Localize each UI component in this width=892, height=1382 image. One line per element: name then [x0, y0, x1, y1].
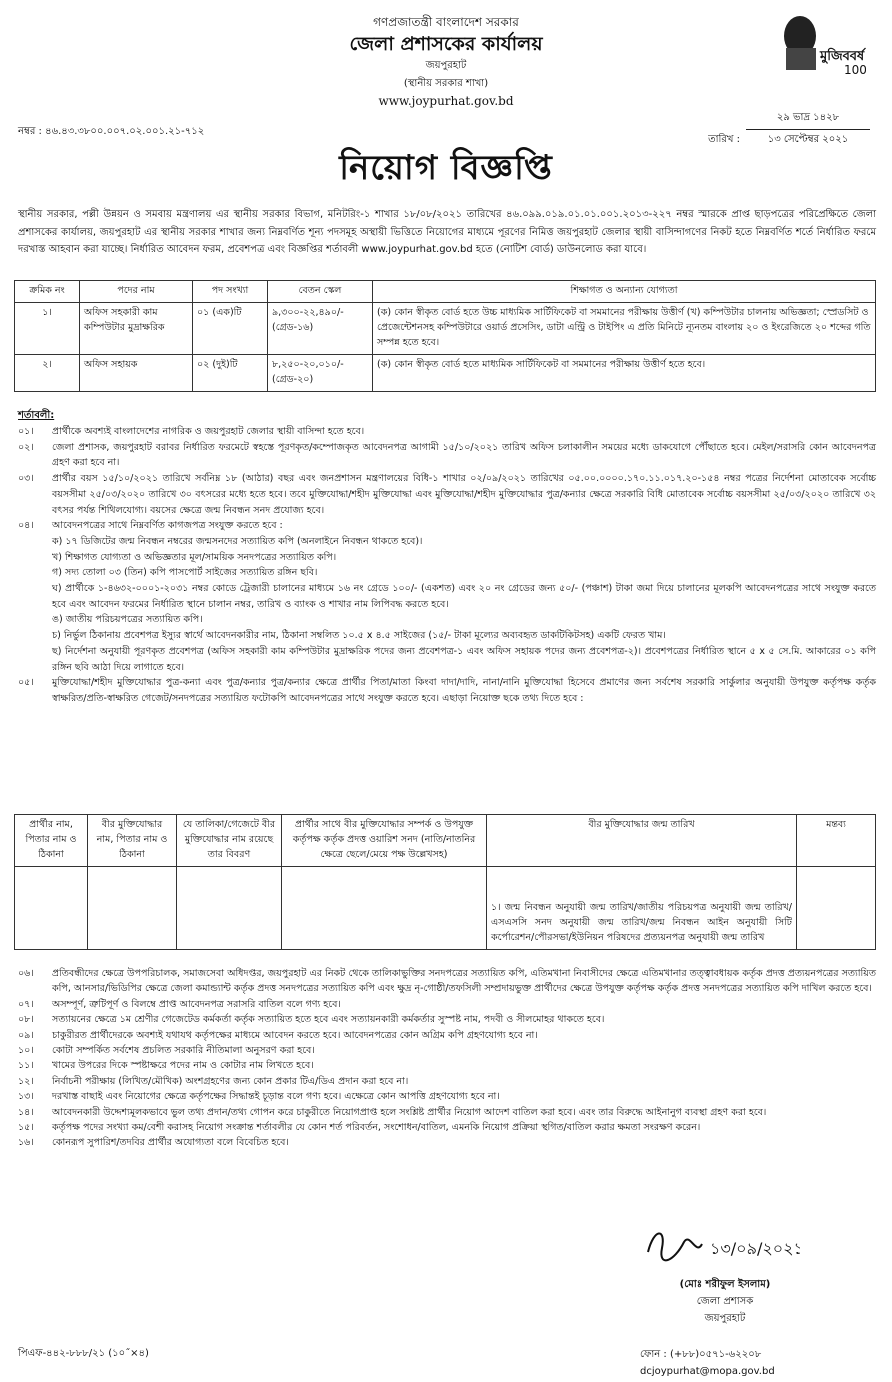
contact-email[interactable]: dcjoypurhat@mopa.gov.bd: [640, 1366, 775, 1377]
post-qualification: (ক) কোন স্বীকৃত বোর্ড হতে মাধ্যমিক সার্টিফিকেট বা সমমানের পরীক্ষায় উত্তীর্ণ হতে হবে।: [373, 355, 876, 392]
ff-dob-note: ১। জন্ম নিবন্ধন অনুযায়ী জন্ম তারিখ/জাতীয় পরিচয়পত্র অনুযায়ী জন্ম তারিখ/এসএসসি সনদ অনুযায়ী জন্ম তারিখ/জন্ম নিবন্ধন আইন অনুযায়ী সিটি কর্পোরেশন/পৌরসভা/ইউনিয়ন পরিষদের প্রত্যয়নপত্র অনুযায়ী জন্ম তারিখ: [487, 867, 797, 950]
list-item: [18, 1028, 876, 1043]
condition-text: অসম্পূর্ণ, ত্রুটিপূর্ণ ও বিলম্বে প্রাপ্ত আবেদনপত্র সরাসরি বাতিল বলে গণ্য হবে।: [52, 998, 341, 1010]
date-label: তারিখ :: [708, 134, 740, 145]
conditions-list-2: [18, 966, 876, 1151]
list-item: [18, 471, 876, 518]
post-count: ০১ (এক)টি: [193, 303, 268, 355]
table-row: [15, 303, 876, 355]
table-row: [15, 867, 876, 950]
memo-number: নম্বর : ৪৬.৪৩.৩৮০০.০০৭.০২.০০১.২১-৭১২: [18, 126, 205, 137]
footer-code: পিএফ-৪৪২-৮৮৮/২১ (১০˝×৪): [18, 1348, 149, 1359]
signatory-name: (মোঃ শরীফুল ইসলাম): [679, 1279, 771, 1290]
condition-text: কোটা সম্পর্কিত সর্বশেষ প্রচলিত সরকারি নীতিমালা অনুসরণ করা হবে।: [52, 1045, 315, 1057]
date-bangla: ২৯ ভাদ্র ১৪২৮: [746, 110, 870, 130]
district-name: জয়পুরহাট: [425, 60, 467, 71]
list-item: [18, 675, 876, 706]
signatory-designation: জেলা প্রশাসক: [696, 1296, 754, 1307]
list-item: [18, 518, 876, 534]
list-item: [18, 1135, 876, 1150]
sub-item: চ) নির্ভুল ঠিকানায় প্রবেশপত্র ইস্যুর স্বার্থে আবেদনকারীর নাম, ঠিকানা সম্বলিত ১০.৫ x ৪.৫ সাইজের (১৫/- টাকা মূল্যের অব্যবহৃত ডাকটিকিটসহ) একটি ফেরত খাম।: [52, 630, 666, 642]
condition-text: কর্তৃপক্ষ পদের সংখ্যা কম/বেশী করাসহ নিয়োগ সংক্রান্ত শর্তাবলীর যে কোন শর্ত পরিবর্তন, সংশোধন/বাতিল, এমনকি নিয়োগ প্রক্রিয়া স্থগিত/বাতিল করার ক্ষমতা সংরক্ষণ করেন।: [52, 1122, 701, 1134]
condition-number: ০৭।: [18, 998, 34, 1010]
website[interactable]: www.joypurhat.gov.bd: [378, 94, 514, 108]
freedom-fighter-table: [14, 814, 876, 950]
post-scale: ৯,৩০০-২২,৪৯০/- (গ্রেড-১৬): [268, 303, 373, 355]
post-qualification: (ক) কোন স্বীকৃত বোর্ড হতে উচ্চ মাধ্যমিক সার্টিফিকেট বা সমমানের পরীক্ষায় উত্তীর্ণ (খ) কম্পিউটার চালনায় অভিজ্ঞতা; স্প্রেডসিট ও প্রেজেন্টেশনসহ কম্পিউটারে ওয়ার্ড প্রসেসিং, ডাটা এন্ট্রি ও টাইপিং এ প্রতি মিনিটে ন্যূনতম বাংলায় ২০ ও ইংরেজিতে ২০ শব্দের গতি সম্পন্ন হতে হবে।: [373, 303, 876, 355]
govt-name: গণপ্রজাতন্ত্রী বাংলাদেশ সরকার: [373, 15, 519, 29]
ff-header-ff-name: বীর মুক্তিযোদ্ধার নাম, পিতার নাম ও ঠিকানা: [88, 815, 177, 867]
logo-text: মুজিববর্ষ: [820, 49, 865, 64]
signatory-district: জয়পুরহাট: [704, 1313, 746, 1324]
signature-date: ১৩/০৯/২০২১: [710, 1239, 800, 1258]
posts-header-qualification: শিক্ষাগত ও অন্যান্য যোগ্যতা: [373, 281, 876, 303]
condition-text: আবেদনপত্রের সাথে নিম্নবর্ণিত কাগজপত্র সংযুক্ত করতে হবে :: [52, 520, 283, 532]
list-item: [18, 1074, 876, 1089]
ff-header-dob: বীর মুক্তিযোদ্ধার জন্ম তারিখ: [487, 815, 797, 867]
condition-number: ০৯।: [18, 1029, 34, 1041]
condition-number: ০১।: [18, 426, 34, 437]
sub-item: গ) সদ্য তোলা ০৩ (তিন) কপি পাসপোর্ট সাইজের সত্যায়িত রঙ্গিন ছবি।: [52, 567, 318, 579]
list-item: [18, 997, 876, 1012]
contact-phone: ফোন : (+৮৮)০৫৭১-৬২২০৮: [640, 1349, 762, 1360]
sub-item: খ) শিক্ষাগত যোগ্যতা ও অভিজ্ঞতার মূল/সাময়িক সনদপত্রের সত্যায়িত কপি।: [52, 551, 337, 563]
list-item: [18, 1105, 876, 1120]
list-item: [18, 1012, 876, 1027]
page-title: নিয়োগ বিজ্ঞপ্তি: [339, 148, 553, 188]
post-name: অফিস সহকারী কাম কম্পিউটার মুদ্রাক্ষরিক: [80, 303, 193, 355]
signatory-block: [640, 1276, 810, 1327]
condition-number: ০৮।: [18, 1014, 34, 1026]
condition-number: ১২।: [18, 1075, 34, 1087]
ff-header-candidate: প্রার্থীর নাম, পিতার নাম ও ঠিকানা: [15, 815, 88, 867]
list-item: [18, 440, 876, 471]
condition-text: জেলা প্রশাসক, জয়পুরহাট বরাবর নির্ধারিত ফরমেটে স্বহস্তে পূরণকৃত/কম্পোজকৃত আবেদনপত্র আগামী ১৫/১০/২০২১ তারিখ অফিস চলাকালীন সময়ের মধ্যে ডাকযোগে পৌঁছাতে হবে। মেইল/সরাসরি কোন আবেদনপত্র গ্রহণ করা হবে না।: [52, 441, 876, 469]
condition-number: ০২।: [18, 441, 34, 453]
branch-name: (স্থানীয় সরকার শাখা): [403, 78, 489, 89]
posts-header-count: পদ সংখ্যা: [193, 281, 268, 303]
list-item: [18, 1043, 876, 1058]
condition-number: ০৪।: [18, 520, 34, 532]
condition-number: ০৩।: [18, 473, 34, 485]
list-item: [18, 1120, 876, 1135]
list-item: [18, 966, 876, 997]
condition-number: ১০।: [18, 1045, 34, 1057]
posts-table: [14, 280, 876, 392]
posts-header-name: পদের নাম: [80, 281, 193, 303]
condition-text: দরখাস্ত বাছাই এবং নিয়োগের ক্ষেত্রে কর্তৃপক্ষের সিদ্ধান্তই চূড়ান্ত বলে গণ্য হবে। এক্ষেত্রে কোন আপত্তি গ্রহণযোগ্য হবে না।: [52, 1091, 500, 1103]
date-english: ১৩ সেপ্টেম্বর ২০২১: [767, 134, 849, 145]
condition-text: প্রার্থীকে অবশ্যই বাংলাদেশের নাগরিক ও জয়পুরহাট জেলার স্থায়ী বাসিন্দা হতে হবে।: [52, 426, 365, 437]
condition-text: নির্বাচনী পরীক্ষায় (লিখিত/মৌখিক) অংশগ্রহণের জন্য কোন প্রকার টিএ/ডিএ প্রদান করা হবে না।: [52, 1075, 409, 1087]
intro-paragraph: স্থানীয় সরকার, পল্লী উন্নয়ন ও সমবায় মন্ত্রণালয় এর স্থানীয় সরকার বিভাগ, মনিটরিং-১ শাখার ১৮/০৮/২০২১ তারিখের ৪৬.০৯৯.০১৯.০১.০১.০০১.২০১৩-২২৭ নম্বর স্মারকে প্রাপ্ত ছাড়পত্রের পরিপ্রেক্ষিতে জেলা প্রশাসকের কার্যালয়, জয়পুরহাট এর স্থানীয় সরকার শাখার জন্য নিম্নবর্ণিত শূন্য পদসমূহ অস্থায়ী ভিত্তিতে নিয়োগের মাধ্যমে পূরণের নিমিত্ত জয়পুরহাট জেলার স্থায়ী বাসিন্দাগণের নিকট হতে নিম্নবর্ণিত শর্তে নির্ধারিত ফরমে দরখাস্ত আহবান করা যাচ্ছে। নির্ধারিত আবেদন ফরম, প্রবেশপত্র এবং বিজ্ঞপ্তির শর্তাবলী www.joypurhat.gov.bd হতে (নোটিশ বোর্ড) ডাউনলোড করা যাবে।: [18, 209, 876, 255]
condition-number: ০৫।: [18, 677, 34, 689]
condition-number: ১৬।: [18, 1137, 34, 1149]
contact-block: [640, 1346, 876, 1380]
post-count: ০২ (দুই)টি: [193, 355, 268, 392]
office-name: জেলা প্রশাসকের কার্যালয়: [349, 33, 543, 55]
post-name: অফিস সহায়ক: [80, 355, 193, 392]
list-item: [18, 1089, 876, 1104]
condition-text: প্রার্থীর বয়স ১৫/১০/২০২১ তারিখে সর্বনিম্ন ১৮ (আঠার) বছর এবং জনপ্রশাসন মন্ত্রণালয়ের বিধি-১ শাখার ০২/০৯/২০২১ তারিখের ০৫.০০.০০০০.১৭০.১১.০১৭.২০-১৫৪ নম্বর পত্রের নির্দেশনা মোতাবেক সর্বোচ্চ বয়সসীমা ২৫/০৩/২০২০ তারিখে ৩০ বৎসরের মধ্যে হতে হবে। তবে মুক্তিযোদ্ধা/শহীদ মুক্তিযোদ্ধা এবং মুক্তিযোদ্ধা/শহীদ মুক্তিযোদ্ধার পুত্র/কন্যার ক্ষেত্রে সরকারি বিধি মোতাবেক সর্বোচ্চ বয়সসীমা ২৫/০৩/২০২০ তারিখে ৩২ বৎসর পর্যন্ত শিথিলযোগ্য। বয়সের ক্ষেত্রে জন্ম নিবন্ধন সনদ প্রযোজ্য হবে।: [52, 473, 876, 516]
sub-item: ছ) নির্দেশনা অনুযায়ী পূরণকৃত প্রবেশপত্র (অফিস সহকারী কাম কম্পিউটার মুদ্রাক্ষরিক পদের জন্য প্রবেশপত্র-১ এবং অফিস সহায়ক পদের জন্য প্রবেশপত্র-২)। প্রবেশপত্রের নির্ধারিত স্থানে ৫ x ৫ সে.মি. আকারের ০১ কপি রঙ্গিন ছবি আঠা দিয়ে লাগাতে হবে।: [52, 645, 876, 673]
condition-text: প্রতিবন্ধীদের ক্ষেত্রে উপপরিচালক, সমাজসেবা অধিদপ্তর, জয়পুরহাট এর নিকট থেকে তালিকাভুক্তির সনদপত্রের সত্যায়িত কপি, এতিমখানা নিবাসীদের ক্ষেত্রে এতিমখানার তত্ত্বাবধায়ক কর্তৃক প্রদত্ত প্রত্যয়নপত্রের সত্যায়িত কপি, আনসার/ভিডিপির ক্ষেত্রে জেলা কমান্ড্যান্ট কর্তৃক প্রদত্ত সনদপত্রের সত্যায়িত কপি এবং ক্ষুদ্র নৃ-গোষ্ঠী/তফসিলী সম্প্রদায়ভুক্ত প্রার্থীদের ক্ষেত্রে উপযুক্ত কর্তৃপক্ষ কর্তৃক প্রদত্ত সনদপত্রের সত্যায়িত কপি দাখিল করতে হবে।: [52, 968, 876, 995]
table-row: [15, 355, 876, 392]
conditions-heading: শর্তাবলী:: [18, 410, 55, 421]
condition-text: চাকুরীরত প্রার্থীদেরকে অবশ্যই যথাযথ কর্তৃপক্ষের মাধ্যমে আবেদন করতে হবে। আবেদনপত্রের কোন অগ্রিম কপি গ্রহণযোগ্য হবে না।: [52, 1029, 538, 1041]
signature: [640, 1222, 800, 1268]
post-scale: ৮,২৫০-২০,০১০/- (গ্রেড-২০): [268, 355, 373, 392]
ff-header-relation: প্রার্থীর সাথে বীর মুক্তিযোদ্ধার সম্পর্ক ও উপযুক্ত কর্তৃপক্ষ কর্তৃক প্রদত্ত ওয়ারিশ সনদ (নাতি/নাতনির ক্ষেত্রে ছেলে/মেয়ে পক্ষ উল্লেখসহ): [282, 815, 487, 867]
list-item: [18, 1058, 876, 1073]
sub-item: ঙ) জাতীয় পরিচয়পত্রের সত্যায়িত কপি।: [52, 614, 203, 626]
list-item: [18, 424, 876, 440]
condition-text: সত্যায়নের ক্ষেত্রে ১ম শ্রেণীর গেজেটেড কর্মকর্তা কর্তৃক সত্যায়িত হতে হবে এবং সত্যায়নকারী কর্মকর্তার সুস্পষ্ট নাম, পদবী ও সীলমোহর থাকতে হবে।: [52, 1014, 605, 1026]
post-sl: ২।: [15, 355, 80, 392]
posts-header-sl: ক্রমিক নং: [15, 281, 80, 303]
condition-text: আবেদনকারী উদ্দেশ্যমূলকভাবে ভুল তথ্য প্রদান/তথ্য গোপন করে চাকুরীতে নিয়োগপ্রাপ্ত হলে সংশ্লিষ্ট প্রার্থীর নিয়োগ আদেশ বাতিল করা হবে। এবং তার বিরুদ্ধে আইনানুগ ব্যবস্থা গ্রহণ করা হবে।: [52, 1106, 767, 1118]
logo-number: 100: [844, 63, 866, 77]
posts-header-scale: বেতন স্কেল: [268, 281, 373, 303]
post-sl: ১।: [15, 303, 80, 355]
ff-header-remarks: মন্তব্য: [797, 815, 876, 867]
condition-text: খামের উপরের দিকে স্পষ্টাক্ষরে পদের নাম ও কোটার নাম লিখতে হবে।: [52, 1060, 314, 1072]
sub-item: ক) ১৭ ডিজিটের জন্ম নিবন্ধন নম্বরের জন্মসনদের সত্যায়িত কপি (অনলাইনে নিবন্ধন থাকতে হবে)।: [52, 535, 423, 547]
condition-number: ১৩।: [18, 1091, 34, 1103]
sub-item: ঘ) প্রার্থীকে ১-৪৬৩২-০০০১-২০৩১ নম্বর কোডে ট্রেজারী চালানের মাধ্যমে ১৬ নং গ্রেডে ১০০/- (একশত) এবং ২০ নং গ্রেডের জন্য ৫০/- (পঞ্চাশ) টাকা জমা দিয়ে চালানের মূলকপি আবেদনপত্রের সাথে সংযুক্ত করতে হবে এবং আবেদন ফরমের নির্ধারিত স্থানে চালান নম্বর, তারিখ ও ব্যাংক ও শাখার নাম লিপিবদ্ধ করতে হবে।: [52, 583, 876, 610]
condition-text: মুক্তিযোদ্ধা/শহীদ মুক্তিযোদ্ধার পুত্র-কন্যা এবং পুত্র/কন্যার পুত্র/কন্যার ক্ষেত্রে প্রার্থীর পিতা/মাতা কিংবা দাদা/দাদি, নানা/নানি মুক্তিযোদ্ধা হিসেবে প্রমাণের জন্য সর্বশেষ সরকারি সার্কুলার অনুযায়ী উপযুক্ত কর্তৃপক্ষ কর্তৃক স্বাক্ষরিত/প্রতি-স্বাক্ষরিত গেজেট/সনদপত্রের সত্যায়িত ফটোকপি আবেদনপত্রের সাথে সংযুক্ত করতে হবে। এছাড়া নিয়োক্ত ছকে তথ্য দিতে হবে :: [52, 677, 876, 704]
condition-number: ১১।: [18, 1060, 34, 1072]
condition-number: ১৫।: [18, 1122, 34, 1134]
condition-number: ১৪।: [18, 1106, 34, 1118]
conditions-list: [18, 424, 876, 707]
mujib-borsho-logo: [770, 8, 866, 80]
ff-header-gazette: যে তালিকা/গেজেটে বীর মুক্তিযোদ্ধার নাম রয়েছে তার বিবরণ: [177, 815, 282, 867]
condition-text: কোনরূপ সুপারিশ/তদবির প্রার্থীর অযোগ্যতা বলে বিবেচিত হবে।: [52, 1137, 289, 1149]
condition-number: ০৬।: [18, 968, 34, 979]
